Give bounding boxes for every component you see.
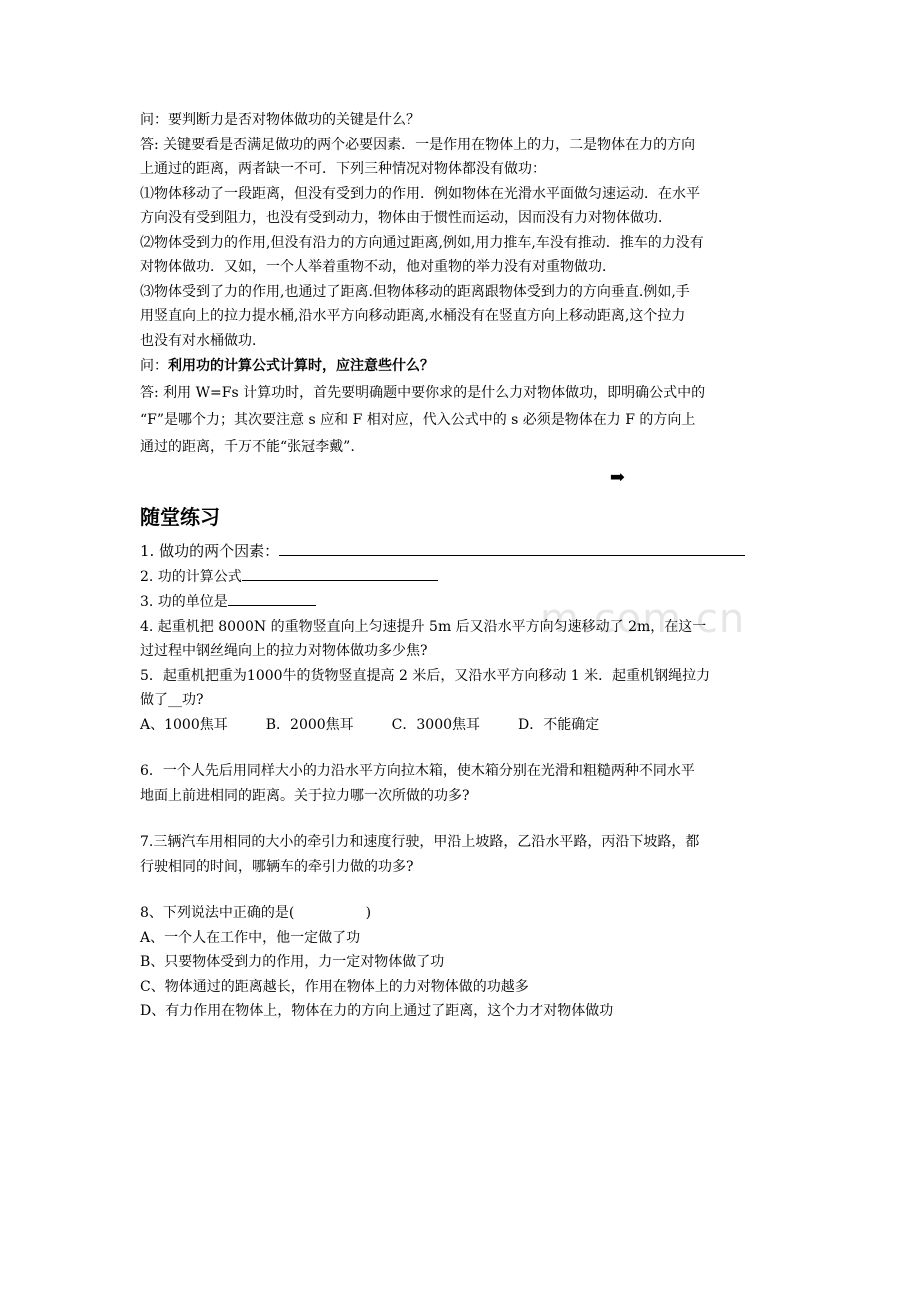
option-b: B．2000焦耳 (265, 716, 354, 733)
exercise-5-line: 5．起重机把重为1000牛的货物竖直提高 2 米后，又沿水平方向移动 1 米．起重机钢绳拉力 (140, 667, 711, 684)
exercise-4-line: 过过程中钢丝绳向上的拉力对物体做功多少焦? (140, 643, 428, 659)
exercise-8-option-a: A、一个人在工作中，他一定做了功 (140, 929, 361, 946)
exercise-3 (140, 589, 785, 615)
answer-2-line: 答: 利用 W=Fs 计算功时，首先要明确题中要你求的是什么力对物体做功，即明确公式中的 (140, 385, 706, 401)
option-a: A、1000焦耳 (140, 716, 228, 733)
exercise-4-line: 4. 起重机把 8000N 的重物竖直向上匀速提升 5m 后又沿水平方向匀速移动了 2m，在这一 (140, 618, 707, 635)
question-2 (140, 353, 785, 380)
answer-blank[interactable] (242, 564, 438, 581)
exercise-3-text: 3. 功的单位是 (140, 594, 228, 610)
case-3-line: 也没有对水桶做功． (140, 332, 266, 349)
arrow-right-icon: ➡ (609, 467, 625, 488)
answer-1-line: 答: 关键要看是否满足做功的两个必要因素．一是作用在物体上的力，二是物体在力的方向 (140, 136, 696, 153)
answer-2-line: 通过的距离，千万不能“张冠李戴”. (140, 439, 355, 455)
question-1: 问：要判断力是否对物体做功的关键是什么？ (140, 112, 420, 128)
exercise-5-line: 做了__功? (140, 692, 204, 708)
case-3-line: ⑶物体受到了力的作用,也通过了距离.但物体移动的距离跟物体受到力的方向垂直.例如,手 (140, 283, 690, 300)
exercise-1-text: 1. 做功的两个因素： (140, 542, 280, 560)
exercise-2 (140, 564, 785, 590)
exercise-7-line: 7.三辆汽车用相同的大小的牵引力和速度行驶，甲沿上坡路，乙沿水平路，丙沿下坡路，都 (140, 834, 700, 850)
answer-2-line: “F”是哪个力；其次要注意 s 应和 F 相对应，代入公式中的 s 必须是物体在力 F 的方向上 (140, 412, 696, 428)
exercise-8-option-b: B、只要物体受到力的作用，力一定对物体做了功 (140, 954, 445, 970)
answer-1-line: 上通过的距离，两者缺一不可．下列三种情况对物体都没有做功： (140, 161, 546, 177)
exercise-6-line: 地面上前进相同的距离。关于拉力哪一次所做的功多? (140, 787, 470, 804)
exercise-6-line: 6．一个人先后用同样大小的力沿水平方向拉木箱，使木箱分别在光滑和粗糙两种不同水平 (140, 763, 695, 779)
option-d: D．不能确定 (518, 716, 600, 733)
spacer (140, 879, 785, 901)
spacer (140, 808, 785, 830)
spacer (140, 737, 785, 759)
question-2-text: 利用功的计算公式计算时，应注意些什么？ (168, 358, 434, 374)
case-2-line: 对物体做功．又如，一个人举着重物不动，他对重物的举力没有对重物做功． (140, 259, 616, 275)
exercise-8-option-c: C、物体通过的距离越长，作用在物体上的力对物体做的功越多 (140, 978, 529, 995)
exercise-5-options (140, 713, 785, 738)
question-2-prefix: 问： (140, 358, 168, 374)
case-3-line: 用竖直向上的拉力提水桶,沿水平方向移动距离,水桶没有在竖直方向上移动距离,这个拉力 (140, 308, 686, 324)
exercise-7-line: 行驶相同的时间，哪辆车的牵引力做的功多? (140, 858, 414, 875)
option-c: C．3000焦耳 (391, 716, 481, 733)
answer-blank[interactable] (228, 589, 316, 606)
section-title: 随堂练习 (140, 505, 220, 529)
exercise-2-text: 2. 功的计算公式 (140, 568, 242, 585)
case-1-line: 方向没有受到阻力，也没有受到动力，物体由于惯性而运动，因而没有力对物体做功． (140, 210, 672, 226)
exercise-8: 8、下列说法中正确的是( ) (140, 905, 372, 921)
watermark-text: m.com.cn (540, 596, 746, 642)
case-1-line: ⑴物体移动了一段距离，但没有受到力的作用．例如物体在光滑水平面做匀速运动．在水平 (140, 185, 700, 202)
exercise-8-option-d: D、有力作用在物体上，物体在力的方向上通过了距离，这个力才对物体做功 (140, 1003, 614, 1019)
exercise-1 (140, 539, 785, 564)
document-page (140, 108, 785, 1024)
case-2-line: ⑵物体受到力的作用,但没有沿力的方向通过距离,例如,用力推车,车没有推动．推车的力没有 (140, 234, 704, 251)
answer-blank[interactable] (279, 539, 745, 556)
